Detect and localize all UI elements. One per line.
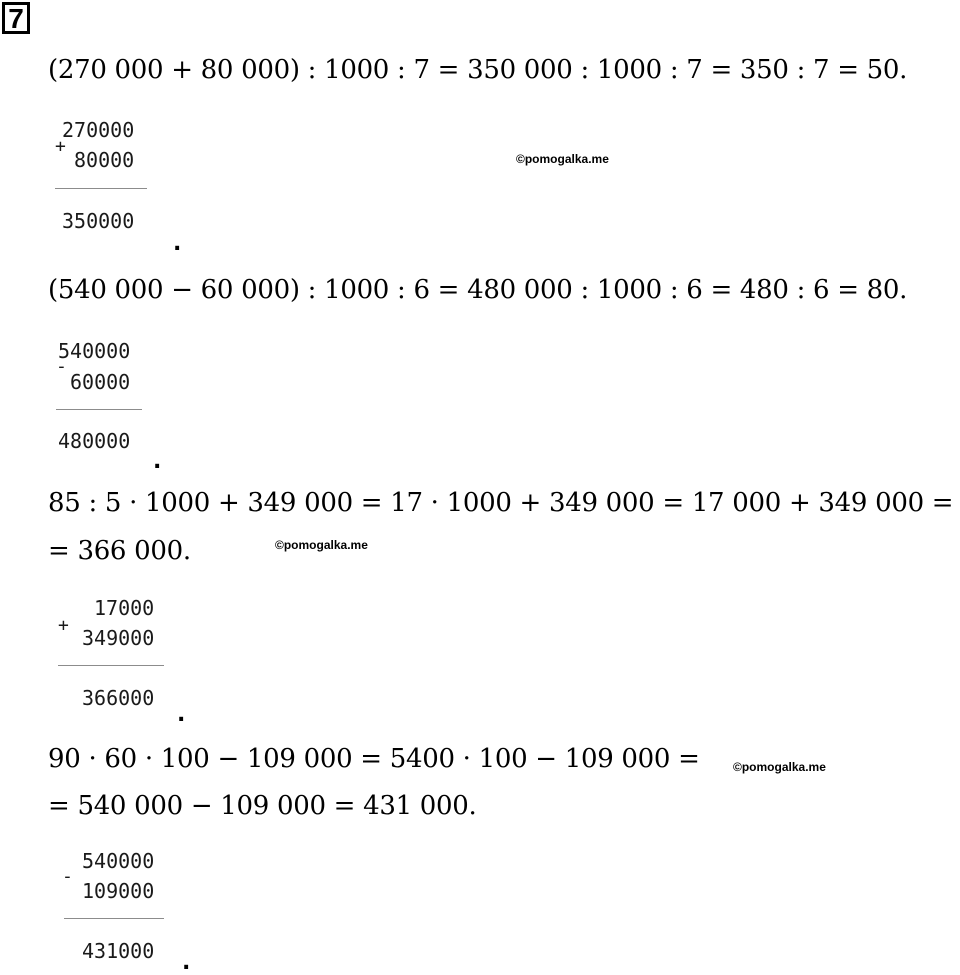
column-3-result: 366000	[82, 686, 155, 710]
column-1-operator: +	[55, 136, 66, 157]
watermark: ©pomogalka.me	[733, 760, 826, 774]
watermark: ©pomogalka.me	[516, 152, 609, 166]
column-1-rule	[55, 188, 147, 189]
column-3-top: 17000	[94, 596, 155, 620]
column-3-operator: +	[58, 615, 69, 636]
equation-2: (540 000 − 60 000) : 1000 : 6 = 480 000 : 1000 : 6 = 480 : 6 = 80.	[48, 275, 908, 305]
column-2-top: 540000	[58, 339, 131, 363]
watermark: ©pomogalka.me	[275, 538, 368, 552]
column-4-bottom: 109000	[82, 879, 155, 903]
column-2-operator: -	[56, 356, 67, 377]
column-3-rule	[58, 665, 164, 666]
column-4-result: 431000	[82, 939, 155, 963]
equation-3-line-1: 85 : 5 · 1000 + 349 000 = 17 · 1000 + 349 000 = 17 000 + 349 000 =	[48, 488, 954, 518]
column-4-rule	[64, 918, 164, 919]
column-4-top: 540000	[82, 849, 155, 873]
equation-4-line-2: = 540 000 − 109 000 = 431 000.	[48, 791, 477, 821]
task-number-box: 7	[2, 2, 30, 34]
column-1-end-mark: .	[173, 231, 182, 256]
column-1-bottom: 80000	[74, 148, 135, 172]
equation-4-line-1: 90 · 60 · 100 − 109 000 = 5400 · 100 − 109 000 =	[48, 744, 700, 774]
column-1-top: 270000	[62, 118, 135, 142]
column-2-end-mark: .	[153, 449, 162, 474]
column-4-operator: -	[62, 866, 73, 887]
column-2-result: 480000	[58, 429, 131, 453]
column-3-bottom: 349000	[82, 626, 155, 650]
equation-1: (270 000 + 80 000) : 1000 : 7 = 350 000 : 1000 : 7 = 350 : 7 = 50.	[48, 55, 908, 85]
column-3-end-mark: .	[177, 702, 186, 727]
column-4-end-mark: .	[182, 950, 191, 975]
equation-3-line-2: = 366 000.	[48, 536, 191, 566]
column-2-bottom: 60000	[70, 370, 131, 394]
column-1-result: 350000	[62, 209, 135, 233]
column-2-rule	[56, 409, 142, 410]
